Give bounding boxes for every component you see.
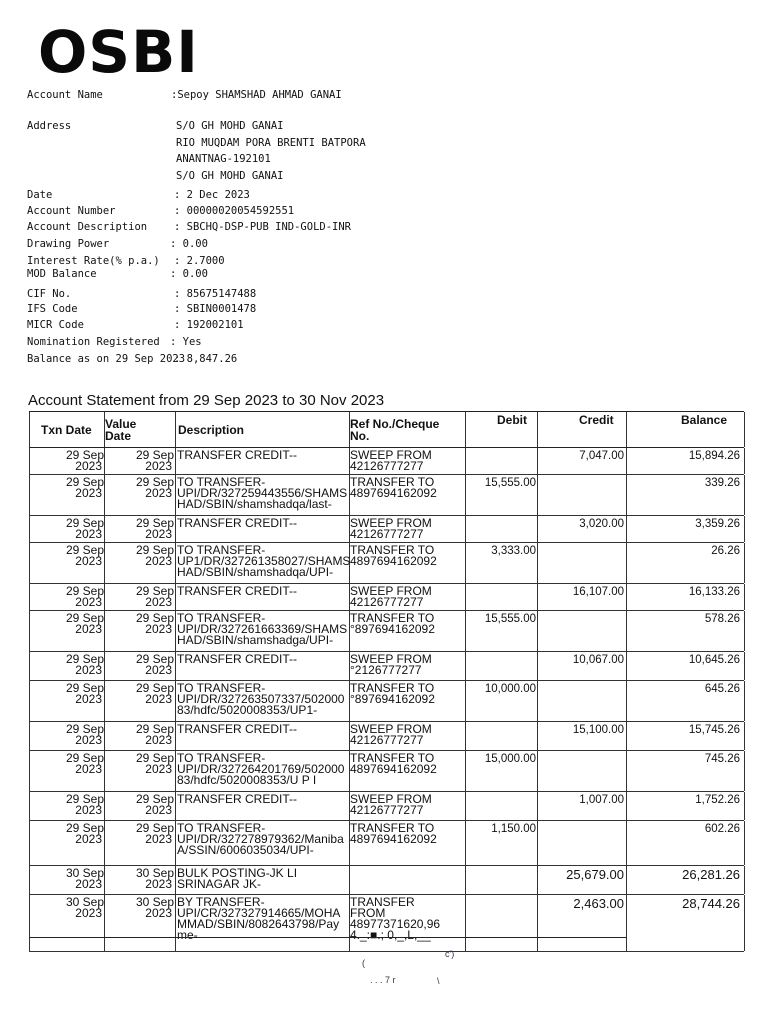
txn-date-year: 2023 — [75, 762, 102, 776]
value-date-day: 29 Sep — [135, 611, 174, 625]
value-date-year: 2023 — [145, 832, 172, 846]
row-ref: TRANSFER TO °897694162092 — [350, 681, 435, 706]
table-row — [29, 722, 744, 751]
row-ref: TRANSFER TO 4897694162092 — [350, 543, 437, 568]
table-row — [29, 895, 744, 952]
address-line: ANANTNAG-192101 — [176, 153, 271, 165]
value-date-day: 29 Sep — [135, 792, 174, 806]
value-date-day: 29 Sep — [135, 584, 174, 598]
field-label: MICR Code — [27, 319, 84, 331]
row-description: TO TRANSFER- UP1/DR/327261358027/SHAMS HAD/SBIN/shamshadqa/UPI- — [177, 543, 351, 579]
row-balance: 3,359.26 — [695, 518, 740, 530]
field-value: : SBCHQ-DSP-PUB IND-GOLD-INR — [174, 221, 352, 233]
scan-mark-2: ( — [362, 958, 365, 968]
value-date-day: 29 Sep — [135, 448, 174, 462]
row-debit: 15,555.00 — [484, 613, 536, 625]
txn-date-day: 29 Sep — [65, 821, 104, 835]
row-description: TO TRANSFER- UPI/DR/327259443556/SHAMS HAD/SBIN/shamshadqa/last- — [177, 475, 348, 511]
table-row — [29, 611, 744, 652]
row-credit: 2,463.00 — [573, 896, 624, 911]
header-value-date: Value Date — [105, 417, 137, 443]
field-value: : 192002101 — [174, 319, 244, 331]
header-ref: Ref No./Cheque No. — [350, 417, 440, 443]
table-body — [29, 448, 744, 952]
table-row — [29, 652, 744, 681]
table-row — [29, 584, 744, 611]
statement-table — [29, 411, 744, 952]
table-row — [29, 475, 744, 516]
field-value: : Yes — [170, 336, 202, 348]
field-label: CIF No. — [27, 288, 72, 300]
txn-date-year: 2023 — [75, 595, 102, 609]
row-description: BULK POSTING-JK LI SRINAGAR JK- — [177, 866, 298, 891]
row-debit: 10,000.00 — [484, 683, 536, 695]
value-date-year: 2023 — [145, 733, 172, 747]
txn-date-year: 2023 — [75, 906, 102, 920]
txn-date-year: 2023 — [75, 554, 102, 568]
row-balance: 15,894.26 — [688, 450, 740, 462]
table-row — [29, 821, 744, 866]
value-date-day: 29 Sep — [135, 681, 174, 695]
row-description: TO TRANSFER- UPI/DR/327264201769/502000 83/hdfc/5020008353/U P I — [177, 751, 345, 787]
value-date-year: 2023 — [145, 554, 172, 568]
txn-date-year: 2023 — [75, 622, 102, 636]
value-date-day: 29 Sep — [135, 722, 174, 736]
txn-date-year: 2023 — [75, 692, 102, 706]
value-date-year: 2023 — [145, 527, 172, 541]
table-row — [29, 543, 744, 584]
row-balance: 645.26 — [704, 683, 740, 695]
txn-date-day: 29 Sep — [65, 751, 104, 765]
txn-date-day: 29 Sep — [65, 792, 104, 806]
txn-date-day: 29 Sep — [65, 681, 104, 695]
field-value: : 8,847.26 — [174, 353, 238, 365]
address-line: S/O GH MOHD GANAI — [176, 170, 284, 182]
row-description: BY TRANSFER- UPI/CR/327327914665/MOHA MMAD/SBIN/8082643798/Pay me- — [177, 895, 341, 942]
row-description: TO TRANSFER- UPI/DR/327278979362/Maniba A/SSIN/6006035034/UPI- — [177, 821, 344, 857]
field-label: IFS Code — [27, 303, 78, 315]
table-row — [29, 448, 744, 475]
value-date-year: 2023 — [145, 663, 172, 677]
scan-mark-4: \ — [437, 976, 440, 986]
row-ref: TRANSFER TO 4897694162092 — [350, 475, 437, 500]
field-value: : 00000020054592551 — [174, 205, 295, 217]
field-label: Interest Rate(% p.a.) — [27, 255, 160, 267]
row-credit: 3,020.00 — [579, 518, 624, 530]
txn-date-day: 30 Sep — [65, 866, 104, 880]
address-line: S/O GH MOHD GANAI — [176, 120, 284, 132]
row-description: TRANSFER CREDIT-- — [177, 652, 297, 666]
row-description: TRANSFER CREDIT-- — [177, 584, 297, 598]
value-date-year: 2023 — [145, 595, 172, 609]
field-value: : 85675147488 — [174, 288, 257, 300]
row-balance: 26,281.26 — [682, 867, 740, 882]
value-date-year: 2023 — [145, 803, 172, 817]
row-description: TO TRANSFER- UPI/DR/327261663369/SHAMS HAD/SBIN/shamshadga/UPI- — [177, 611, 348, 647]
value-date-day: 30 Sep — [135, 895, 174, 909]
row-credit: 7,047.00 — [579, 450, 624, 462]
table-row — [29, 792, 744, 821]
row-debit: 15,000.00 — [484, 753, 536, 765]
row-balance: 1,752.26 — [695, 794, 740, 806]
value-date-day: 29 Sep — [135, 821, 174, 835]
txn-date-day: 29 Sep — [65, 543, 104, 557]
txn-date-day: 29 Sep — [65, 611, 104, 625]
row-balance: 10,645.26 — [688, 654, 740, 666]
row-balance: 339.26 — [704, 477, 740, 489]
value-date-day: 29 Sep — [135, 475, 174, 489]
txn-date-year: 2023 — [75, 486, 102, 500]
txn-date-day: 29 Sep — [65, 516, 104, 530]
bank-logo: OSBI — [38, 18, 199, 86]
row-description: TRANSFER CREDIT-- — [177, 516, 297, 530]
row-ref: TRANSFER FROM 48977371620,96 4._:■.; 0,_,L,__ — [350, 895, 441, 942]
header-debit: Debit — [497, 413, 527, 427]
row-balance: 15,745.26 — [688, 724, 740, 736]
field-label: Nomination Registered — [27, 336, 160, 348]
row-description: TRANSFER CREDIT-- — [177, 722, 297, 736]
row-ref: SWEEP FROM 42126777277 — [350, 516, 432, 541]
txn-date-year: 2023 — [75, 803, 102, 817]
header-description: Description — [178, 423, 245, 437]
row-ref: TRANSFER TO 4897694162092 — [350, 751, 437, 776]
field-label: Account Description — [27, 221, 148, 233]
value-date-year: 2023 — [145, 486, 172, 500]
row-ref: SWEEP FROM °2126777277 — [350, 652, 432, 677]
txn-date-day: 29 Sep — [65, 475, 104, 489]
value-date-year: 2023 — [145, 762, 172, 776]
row-ref: SWEEP FROM 42126777277 — [350, 792, 432, 817]
field-label: Balance as on 29 Sep 2023 — [27, 353, 186, 365]
field-value: : 0.00 — [170, 238, 208, 250]
row-ref: SWEEP FROM 42126777277 — [350, 722, 432, 747]
row-balance: 745.26 — [704, 753, 740, 765]
row-balance: 28,744.26 — [682, 896, 740, 911]
txn-date-year: 2023 — [75, 527, 102, 541]
row-balance: 578.26 — [704, 613, 740, 625]
row-balance: 26.26 — [711, 545, 740, 557]
table-header — [29, 411, 744, 448]
txn-date-day: 30 Sep — [65, 895, 104, 909]
field-value: : 2 Dec 2023 — [174, 189, 250, 201]
value-date-year: 2023 — [145, 622, 172, 636]
scan-mark-3: . . . 7 r — [370, 975, 396, 985]
row-description: TRANSFER CREDIT-- — [177, 448, 297, 462]
field-label: MOD Balance — [27, 268, 97, 280]
row-debit: 15,555.00 — [484, 477, 536, 489]
value-date-year: 2023 — [145, 906, 172, 920]
row-credit: 25,679.00 — [566, 867, 624, 882]
row-credit: 16,107.00 — [572, 586, 624, 598]
value-date-year: 2023 — [145, 459, 172, 473]
row-credit: 10,067.00 — [572, 654, 624, 666]
field-label: Date — [27, 189, 53, 201]
field-label: Account Number — [27, 205, 116, 217]
value-date-day: 29 Sep — [135, 543, 174, 557]
txn-date-day: 29 Sep — [65, 448, 104, 462]
txn-date-year: 2023 — [75, 832, 102, 846]
address-line: RIO MUQDAM PORA BRENTI BATPORA — [176, 137, 366, 149]
address-label: Address — [27, 120, 72, 132]
row-description: TO TRANSFER- UPI/DR/327263507337/502000 83/hdfc/5020008353/UP1- — [177, 681, 345, 717]
row-ref: SWEEP FROM 42126777277 — [350, 448, 432, 473]
txn-date-day: 29 Sep — [65, 722, 104, 736]
value-date-year: 2023 — [145, 877, 172, 891]
field-value: : 0.00 — [170, 268, 208, 280]
account-name-value: :Sepoy SHAMSHAD AHMAD GANAI — [171, 89, 342, 101]
header-balance: Balance — [681, 413, 728, 427]
value-date-year: 2023 — [145, 692, 172, 706]
row-credit: 15,100.00 — [572, 724, 624, 736]
value-date-day: 30 Sep — [135, 866, 174, 880]
table-row — [29, 516, 744, 543]
header-credit: Credit — [579, 413, 614, 427]
txn-date-year: 2023 — [75, 733, 102, 747]
header-txn-date: Txn Date — [41, 423, 92, 437]
row-credit: 1,007.00 — [579, 794, 624, 806]
txn-date-year: 2023 — [75, 459, 102, 473]
table-row — [29, 751, 744, 792]
value-date-day: 29 Sep — [135, 751, 174, 765]
row-balance: 16,133.26 — [688, 586, 740, 598]
txn-date-day: 29 Sep — [65, 652, 104, 666]
txn-date-year: 2023 — [75, 663, 102, 677]
row-debit: 1,150.00 — [491, 823, 536, 835]
scan-mark-1: c') — [445, 949, 455, 959]
table-row — [29, 681, 744, 722]
row-ref: SWEEP FROM 42126777277 — [350, 584, 432, 609]
field-value: : 2.7000 — [174, 255, 225, 267]
field-label: Drawing Power — [27, 238, 110, 250]
account-name-label: Account Name — [27, 89, 103, 101]
row-balance: 602.26 — [704, 823, 740, 835]
value-date-day: 29 Sep — [135, 516, 174, 530]
table-bottom-rule — [29, 937, 627, 938]
txn-date-day: 29 Sep — [65, 584, 104, 598]
txn-date-year: 2023 — [75, 877, 102, 891]
row-debit: 3,333.00 — [491, 545, 536, 557]
row-description: TRANSFER CREDIT-- — [177, 792, 297, 806]
table-row — [29, 866, 744, 895]
row-ref: TRANSFER TO 4897694162092 — [350, 821, 437, 846]
field-value: : SBIN0001478 — [174, 303, 257, 315]
statement-title: Account Statement from 29 Sep 2023 to 30 Nov 2023 — [28, 392, 385, 409]
value-date-day: 29 Sep — [135, 652, 174, 666]
row-ref: TRANSFER TO °897694162092 — [350, 611, 435, 636]
